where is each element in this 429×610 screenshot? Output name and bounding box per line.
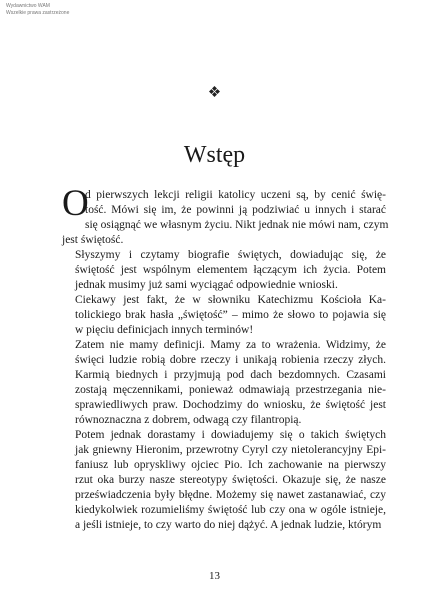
text-line: równoznaczna z dobrem, odwagą czy filantropią.	[75, 414, 302, 426]
text-line: Potem jednak dorastamy i dowiadujemy się o takich świętych	[75, 429, 386, 441]
text-line: a jeśli istnieje, to czy warto do niej dążyć. A jednak ludzie, którym	[75, 519, 382, 531]
text-line: jak gniewny Hieronim, przewrotny Cyryl czy nietolerancyjny Epi-	[75, 444, 386, 456]
chapter-ornament: ❖	[207, 85, 222, 101]
text-line: się osiągnąć we własnym życiu. Nikt jednak nie mówi nam, czym	[85, 219, 389, 231]
text-line: przeświadczenia były błędne. Możemy się nawet zastanawiać, czy	[75, 489, 386, 501]
page-number: 13	[209, 570, 220, 582]
paragraph	[62, 248, 386, 293]
publisher-line: Wydawnictwo WAM	[6, 3, 50, 9]
rights-line: Wszelkie prawa zastrzeżone	[6, 10, 70, 16]
text-line: jednak musimy już sami wyciągać odpowiednie wnioski.	[75, 279, 338, 291]
drop-cap: O	[62, 183, 89, 224]
text-line: jest świętość.	[62, 234, 124, 246]
text-line: d pierwszych lekcji religii katolicy uczeni są, by cenić świę-	[85, 189, 386, 201]
text-line: tolickiego brak hasła „świętość” – mimo że słowo to pojawia się	[75, 309, 386, 321]
body-text	[62, 183, 389, 533]
opening-paragraph	[62, 183, 389, 248]
text-line: Zatem nie mamy definicji. Mamy za to wrażenia. Widzimy, że	[75, 339, 386, 351]
text-line: sprawiedliwych praw. Dochodzimy do wniosku, że świętość jest	[75, 399, 386, 411]
text-line: faniusz lub opryskliwy ojciec Pio. Ich zachowanie na pierwszy	[75, 459, 386, 471]
text-line: w pięciu definicjach innych terminów!	[75, 324, 254, 336]
text-line: zostają męczennikami, ponieważ odmawiają przestrzegania nie-	[75, 384, 386, 396]
text-line: rzut oka burzy nasze stereotypy świętości. Okazuje się, że nasze	[75, 474, 386, 486]
text-line: kiedykolwiek rozumieliśmy świętość lub czy ona w ogóle istnieje,	[75, 504, 386, 516]
text-line: Karmią biednych i przyjmują pod dach bezdomnych. Czasami	[75, 369, 386, 381]
paragraph	[62, 293, 386, 338]
text-line: Ciekawy jest fakt, że w słowniku Katechizmu Kościoła Ka-	[75, 294, 386, 306]
paragraph	[62, 338, 386, 428]
text-line: tość. Mówi się im, że powinni ją podziwiać u innych i starać	[85, 204, 386, 216]
text-line: Słyszymy i czytamy biografie świętych, dowiadując się, że	[75, 249, 386, 261]
copyright-notice	[6, 3, 69, 17]
chapter-title: Wstęp	[183, 142, 246, 168]
text-line: święci ludzie robią dobre rzeczy i unikają robienia rzeczy złych.	[75, 354, 386, 366]
text-line: świętość jest wspólnym elementem łączącym ich życia. Potem	[75, 264, 386, 276]
paragraph	[62, 428, 386, 533]
